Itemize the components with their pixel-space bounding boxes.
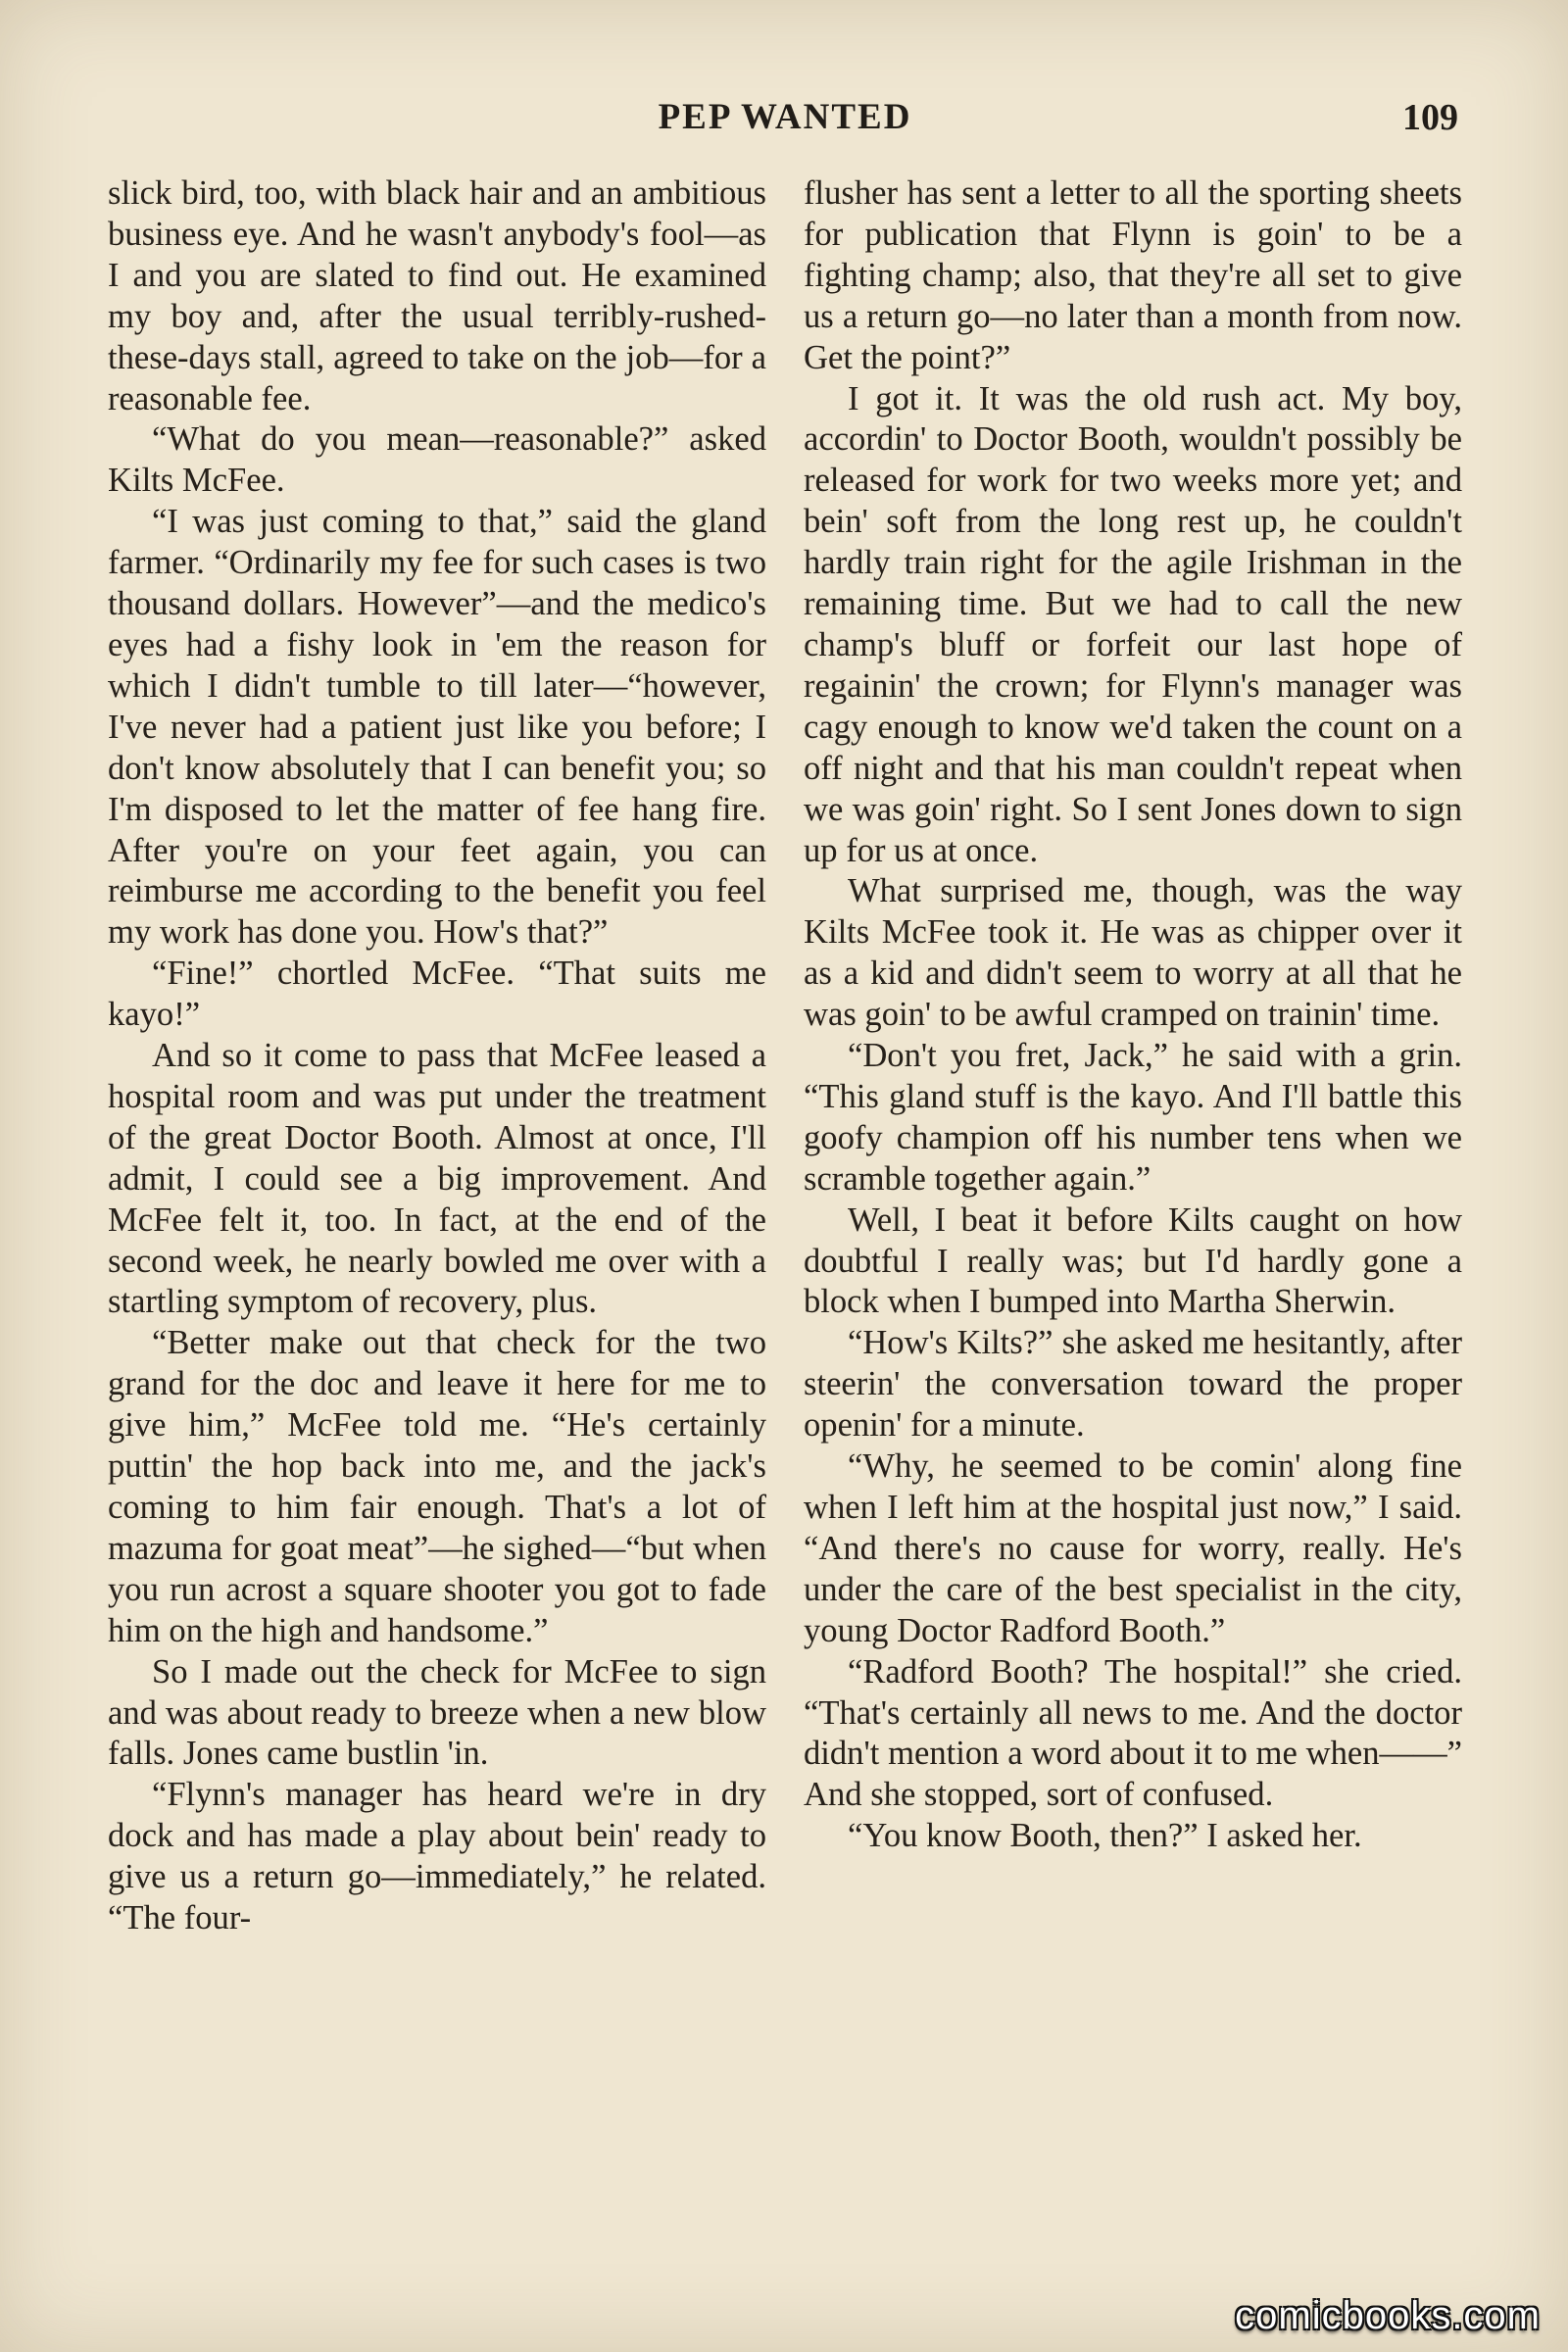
page-header [108,96,1462,147]
paragraph: “Radford Booth? The hospital!” she cried. “That's certainly all news to me. And the doctor didn't mention a word about it to me when——” And she stopped, sort of confused. [804,1652,1462,1814]
paragraph: “Flynn's manager has heard we're in dry dock and has made a play about bein' ready to give us a return go—immediately,” he related. “The four- [108,1776,766,1937]
paragraph: “How's Kilts?” she asked me hesitantly, after steerin' the conversation toward the proper openin' for a minute. [804,1324,1462,1445]
paragraph: “Don't you fret, Jack,” he said with a grin. “This gland stuff is the kayo. And I'll battle this goofy champion off his number tens when we scramble together again.” [804,1037,1462,1198]
paragraph: Well, I beat it before Kilts caught on how doubtful I really was; but I'd hardly gone a block when I bumped into Martha Sherwin. [804,1200,1462,1321]
left-text-column [108,173,766,1939]
paragraph: flusher has sent a letter to all the sporting sheets for publication that Flynn is goin' to be a fighting champ; also, that they're all set to give us a return go—no later than a month from now. Get the point?” [804,174,1462,376]
paragraph: What surprised me, though, was the way Kilts McFee took it. He was as chipper over it as a kid and didn't seem to worry at all that he was goin' to be awful cramped on trainin' time. [804,872,1462,1034]
paragraph: “What do you mean—reasonable?” asked Kilts McFee. [108,420,766,500]
paragraph: “Fine!” chortled McFee. “That suits me kayo!” [108,955,766,1034]
paragraph: “You know Booth, then?” I asked her. [847,1817,1362,1855]
paragraph: slick bird, too, with black hair and an ambitious business eye. And he wasn't anybody's fool—as I and you are slated to find out. He examined my boy and, after the usual terribly-rushed-these-days stall, agreed to take on the job—for a reasonable fee. [108,174,766,417]
right-text-column [804,173,1462,1857]
paragraph: And so it come to pass that McFee leased a hospital room and was put under the treatment of the great Doctor Booth. Almost at once, I'll admit, I could see a big improvement. And McFee felt it, too. In fact, at the end of the second week, he nearly bowled me over with a startling symptom of recovery, plus. [108,1037,766,1321]
paragraph: “I was just coming to that,” said the gland farmer. “Ordinarily my fee for such cases is two thousand dollars. However”—and the medico's eyes had a fishy look in 'em the reason for which I didn't tumble to till later—“however, I've never had a patient just like you before; I don't know absolutely that I can benefit you; so I'm disposed to let the matter of fee hang fire. After you're on your feet again, you can reimburse me according to the benefit you feel my work has done you. How's that?” [108,503,766,952]
paragraph: “Why, he seemed to be comin' along fine when I left him at the hospital just now,” I said. “And there's no cause for worry, really. He's under the care of the best specialist in the city, young Doctor Radford Booth.” [804,1447,1462,1649]
site-watermark: comicbooks.com [1235,2294,1541,2337]
running-head: PEP WANTED [658,97,912,137]
page-number: 109 [1402,97,1458,138]
paragraph: I got it. It was the old rush act. My boy, accordin' to Doctor Booth, wouldn't possibly be released for work for two weeks more yet; and bein' soft from the long rest up, he couldn't hardly train right for the agile Irishman in the remaining time. But we had to call the new champ's bluff or forfeit our last hope of regainin' the crown; for Flynn's manager was cagy enough to know we'd taken the count on a off night and that his man couldn't repeat when we was goin' right. So I sent Jones down to sign up for us at once. [804,379,1462,869]
paragraph: So I made out the check for McFee to sign and was about ready to breeze when a new blow falls. Jones came bustlin 'in. [108,1652,766,1773]
paragraph: “Better make out that check for the two grand for the doc and leave it here for me to give him,” McFee told me. “He's certainly puttin' the hop back into me, and the jack's coming to him fair enough. That's a lot of mazuma for goat meat”—he sighed—“but when you run acrost a square shooter you got to fade him on the high and handsome.” [108,1324,766,1649]
